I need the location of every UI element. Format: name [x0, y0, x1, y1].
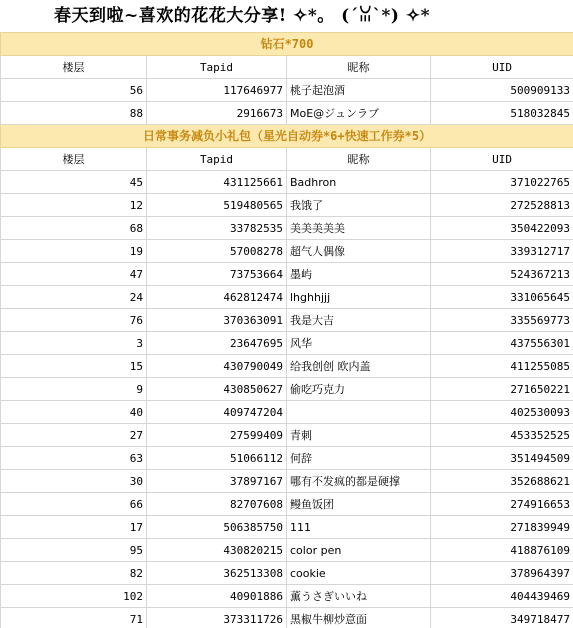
uid-cell: 418876109 — [431, 539, 573, 562]
tapid-cell: 73753664 — [147, 263, 287, 286]
nickname-cell: MoE@ジュンラブ — [287, 102, 431, 125]
floor-cell: 12 — [1, 194, 147, 217]
header-tapid: Tapid — [147, 56, 287, 79]
uid-cell: 402530093 — [431, 401, 573, 424]
floor-cell: 47 — [1, 263, 147, 286]
table-row — [1, 217, 573, 240]
tapid-cell: 40901886 — [147, 585, 287, 608]
tapid-cell: 37897167 — [147, 470, 287, 493]
floor-cell: 40 — [1, 401, 147, 424]
nickname-cell: 何辞 — [287, 447, 431, 470]
uid-cell: 518032845 — [431, 102, 573, 125]
header-floor: 楼层 — [1, 56, 147, 79]
uid-cell: 453352525 — [431, 424, 573, 447]
column-header-row — [1, 148, 573, 171]
table-row — [1, 493, 573, 516]
floor-cell: 3 — [1, 332, 147, 355]
header-tapid: Tapid — [147, 148, 287, 171]
uid-cell: 272528813 — [431, 194, 573, 217]
tapid-cell: 430790049 — [147, 355, 287, 378]
nickname-cell: 墨屿 — [287, 263, 431, 286]
nickname-cell: 美美美美美 — [287, 217, 431, 240]
floor-cell: 68 — [1, 217, 147, 240]
nickname-cell — [287, 401, 431, 424]
tapid-cell: 370363091 — [147, 309, 287, 332]
table-row — [1, 286, 573, 309]
tapid-cell: 430820215 — [147, 539, 287, 562]
floor-cell: 66 — [1, 493, 147, 516]
tapid-cell: 33782535 — [147, 217, 287, 240]
nickname-cell: cookie — [287, 562, 431, 585]
tapid-cell: 27599409 — [147, 424, 287, 447]
tapid-cell: 519480565 — [147, 194, 287, 217]
table-row — [1, 194, 573, 217]
winners-table — [0, 32, 573, 628]
nickname-cell: 偷吃巧克力 — [287, 378, 431, 401]
nickname-cell: 超气人偶像 — [287, 240, 431, 263]
tapid-cell: 23647695 — [147, 332, 287, 355]
floor-cell: 24 — [1, 286, 147, 309]
uid-cell: 404439469 — [431, 585, 573, 608]
table-row — [1, 171, 573, 194]
uid-cell: 271839949 — [431, 516, 573, 539]
table-row — [1, 378, 573, 401]
tapid-cell: 373311726 — [147, 608, 287, 628]
uid-cell: 524367213 — [431, 263, 573, 286]
tapid-cell: 51066112 — [147, 447, 287, 470]
nickname-cell: color pen — [287, 539, 431, 562]
tapid-cell: 362513308 — [147, 562, 287, 585]
floor-cell: 63 — [1, 447, 147, 470]
table-row — [1, 355, 573, 378]
floor-cell: 15 — [1, 355, 147, 378]
nickname-cell: 我是大吉 — [287, 309, 431, 332]
floor-cell: 9 — [1, 378, 147, 401]
nickname-cell: 给我创创 欧内盖 — [287, 355, 431, 378]
uid-cell: 352688621 — [431, 470, 573, 493]
nickname-cell: 桃子起泡酒 — [287, 79, 431, 102]
table-row — [1, 240, 573, 263]
floor-cell: 17 — [1, 516, 147, 539]
uid-cell: 411255085 — [431, 355, 573, 378]
tapid-cell: 57008278 — [147, 240, 287, 263]
header-floor: 楼层 — [1, 148, 147, 171]
tapid-cell: 409747204 — [147, 401, 287, 424]
table-row — [1, 424, 573, 447]
header-uid: UID — [431, 56, 573, 79]
column-header-row — [1, 56, 573, 79]
table-row — [1, 263, 573, 286]
tapid-cell: 2916673 — [147, 102, 287, 125]
uid-cell: 331065645 — [431, 286, 573, 309]
winners-table-body — [1, 33, 573, 628]
table-row — [1, 447, 573, 470]
table-row — [1, 309, 573, 332]
uid-cell: 349718477 — [431, 608, 573, 628]
floor-cell: 56 — [1, 79, 147, 102]
header-uid: UID — [431, 148, 573, 171]
table-row — [1, 470, 573, 493]
header-nickname: 昵称 — [287, 148, 431, 171]
floor-cell: 45 — [1, 171, 147, 194]
nickname-cell: 哪有不发疯的都是硬撑 — [287, 470, 431, 493]
tapid-cell: 117646977 — [147, 79, 287, 102]
floor-cell: 19 — [1, 240, 147, 263]
uid-cell: 500909133 — [431, 79, 573, 102]
nickname-cell: 薫うさぎいいね — [287, 585, 431, 608]
uid-cell: 371022765 — [431, 171, 573, 194]
uid-cell: 335569773 — [431, 309, 573, 332]
table-row — [1, 401, 573, 424]
section-heading-row — [1, 125, 573, 148]
table-row — [1, 79, 573, 102]
table-row — [1, 608, 573, 628]
header-nickname: 昵称 — [287, 56, 431, 79]
tapid-cell: 462812474 — [147, 286, 287, 309]
uid-cell: 351494509 — [431, 447, 573, 470]
uid-cell: 437556301 — [431, 332, 573, 355]
nickname-cell: 黑椒牛柳炒意面 — [287, 608, 431, 628]
floor-cell: 82 — [1, 562, 147, 585]
floor-cell: 30 — [1, 470, 147, 493]
table-row — [1, 516, 573, 539]
nickname-cell: 111 — [287, 516, 431, 539]
table-row — [1, 332, 573, 355]
nickname-cell: 我饿了 — [287, 194, 431, 217]
nickname-cell: Badhron — [287, 171, 431, 194]
table-row — [1, 562, 573, 585]
uid-cell: 378964397 — [431, 562, 573, 585]
uid-cell: 274916653 — [431, 493, 573, 516]
tapid-cell: 506385750 — [147, 516, 287, 539]
floor-cell: 102 — [1, 585, 147, 608]
nickname-cell: lhghhjjj — [287, 286, 431, 309]
uid-cell: 339312717 — [431, 240, 573, 263]
nickname-cell: 青刺 — [287, 424, 431, 447]
uid-cell: 271650221 — [431, 378, 573, 401]
floor-cell: 27 — [1, 424, 147, 447]
tapid-cell: 82707608 — [147, 493, 287, 516]
floor-cell: 76 — [1, 309, 147, 332]
nickname-cell: 风华 — [287, 332, 431, 355]
floor-cell: 88 — [1, 102, 147, 125]
table-row — [1, 539, 573, 562]
tapid-cell: 431125661 — [147, 171, 287, 194]
section-heading: 钻石*700 — [1, 33, 573, 56]
table-row — [1, 102, 573, 125]
section-heading: 日常事务减负小礼包（星光自动券*6+快速工作券*5） — [1, 125, 573, 148]
table-row — [1, 585, 573, 608]
floor-cell: 71 — [1, 608, 147, 628]
floor-cell: 95 — [1, 539, 147, 562]
tapid-cell: 430850627 — [147, 378, 287, 401]
uid-cell: 350422093 — [431, 217, 573, 240]
page-title: 春天到啦~喜欢的花花大分享! ✧*。 (´ꈍ`*) ✧* — [54, 6, 430, 26]
section-heading-row — [1, 33, 573, 56]
nickname-cell: 鳗鱼饭团 — [287, 493, 431, 516]
